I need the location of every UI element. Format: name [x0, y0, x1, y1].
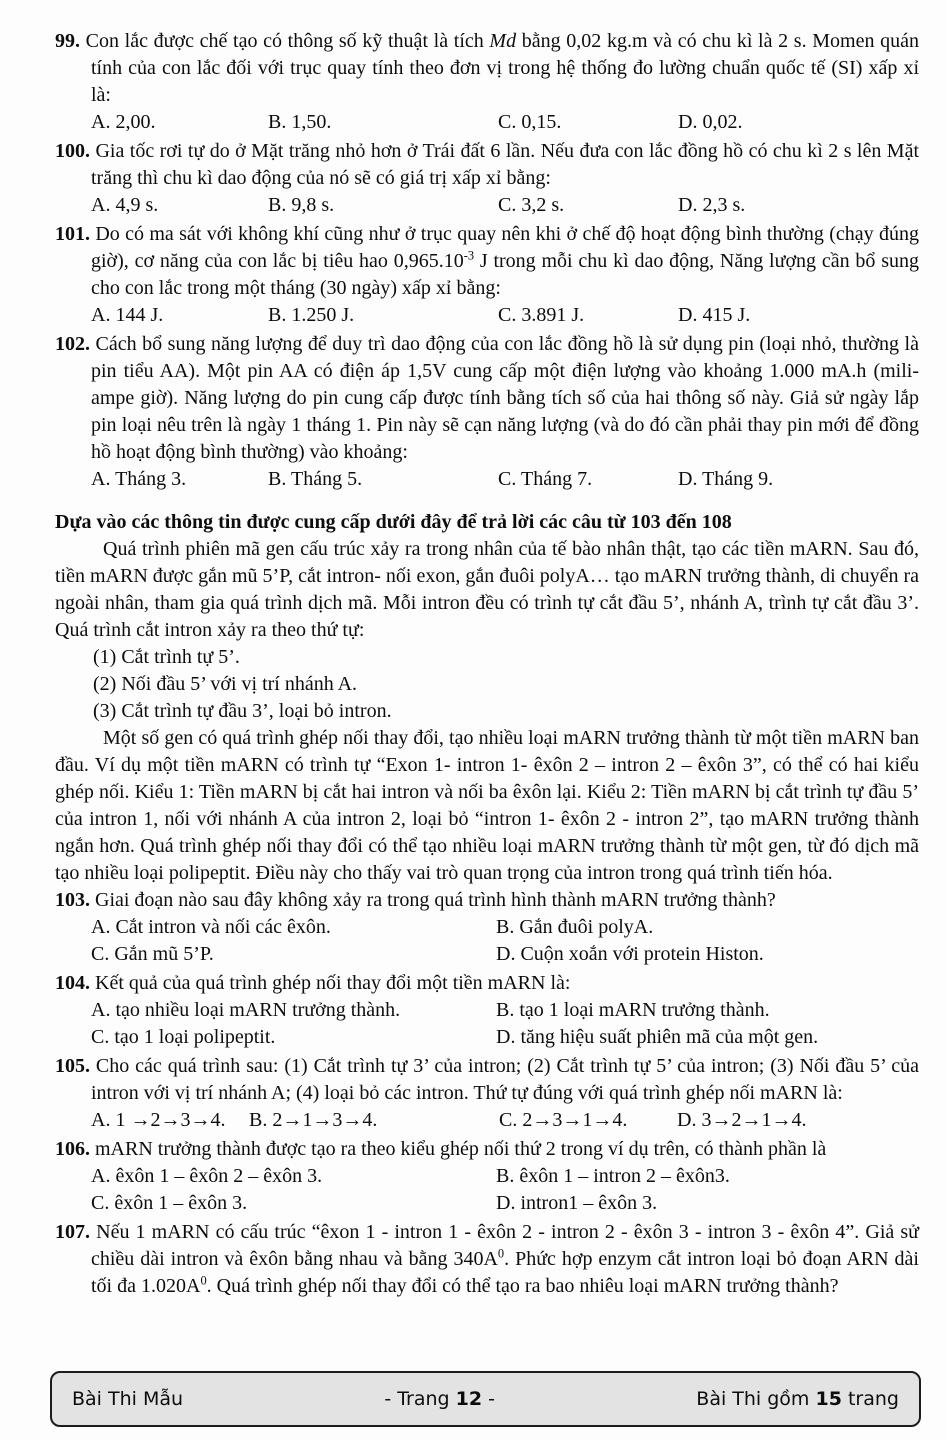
footer-page-number: - Trang 12 -	[384, 1387, 495, 1410]
option-d: D. intron1 – êxôn 3.	[496, 1192, 658, 1214]
question-text: mARN trưởng thành được tạo ra theo kiểu ghép nối thứ 2 trong ví dụ trên, có thành phần là	[95, 1138, 827, 1160]
option-b: B. êxôn 1 – intron 2 – êxôn3.	[496, 1165, 730, 1187]
option-b: B. 1.250 J.	[268, 304, 355, 326]
answer-options	[91, 302, 919, 329]
question-100	[55, 138, 919, 219]
question-text: . Phức hợp enzym cắt intron loại bỏ đoạn ARN dài tối đa 1.020A	[91, 1248, 919, 1297]
footer-total-page-count: 15	[815, 1387, 842, 1410]
option-b: B. tạo 1 loại mARN trưởng thành.	[496, 999, 770, 1021]
superscript-exponent: 0	[497, 1246, 505, 1261]
passage-list-item-3: (3) Cắt trình tự đầu 3’, loại bỏ intron.	[93, 700, 392, 722]
question-105	[55, 1053, 919, 1134]
question-101	[55, 221, 919, 329]
answer-options	[91, 1163, 919, 1217]
option-a: A. 2,00.	[91, 111, 156, 133]
question-number: 102.	[55, 333, 90, 355]
question-text: Giai đoạn nào sau đây không xảy ra trong quá trình hình thành mARN trưởng thành?	[95, 889, 776, 911]
option-c: C. 3,2 s.	[498, 194, 565, 216]
question-text: Con lắc được chế tạo có thông số kỹ thuật là tích	[85, 30, 490, 52]
option-a: A. 4,9 s.	[91, 194, 159, 216]
option-c: C. Tháng 7.	[498, 468, 593, 490]
option-b: B. Gắn đuôi polyA.	[496, 916, 654, 938]
question-104	[55, 970, 919, 1051]
passage-list-item-1: (1) Cắt trình tự 5’.	[93, 646, 240, 668]
question-107	[55, 1219, 919, 1300]
question-text: bằng 0,02 kg.m và có chu kì là 2 s. Momen quán tính của con lắc đối với trục quay tính theo đơn vị trong hệ thống đo lường chuẩn quốc tế (SI) xấp xỉ là:	[91, 30, 920, 106]
passage-list-item-2: (2) Nối đầu 5’ với vị trí nhánh A.	[93, 673, 358, 695]
reading-passage-paragraph-1: Quá trình phiên mã gen cấu trúc xảy ra trong nhân của tế bào nhân thật, tạo các tiền mARN. Sau đó, tiền mARN được gắn mũ 5’P, cắt intron- nối exon, gắn đuôi polyA… tạo mARN trưởng thành, di chuyển ra ngoài nhân, tham gia quá trình dịch mã. Mỗi intron đều có trình tự cắt đầu 5’, nhánh A, trình tự cắt đầu 3’. Quá trình cắt intron xảy ra theo thứ tự:	[55, 538, 919, 641]
option-d: D. 2,3 s.	[678, 194, 746, 216]
option-d: D. Cuộn xoắn với protein Histon.	[496, 943, 764, 965]
option-c: C. êxôn 1 – êxôn 3.	[91, 1192, 248, 1214]
option-b: B. 2→1→3→4.	[249, 1109, 378, 1131]
answer-options	[91, 192, 919, 219]
footer-exam-title: Bài Thi Mẫu	[72, 1387, 184, 1410]
question-106	[55, 1136, 919, 1217]
section-instructions-header: Dựa vào các thông tin được cung cấp dưới đây để trả lời các câu từ 103 đến 108	[55, 511, 732, 533]
question-text: Nếu 1 mARN có cấu trúc “êxon 1 - intron 1 - êxôn 2 - intron 2 - êxôn 3 - intron 3 - êxôn 4”. Giả sử chiều dài intron và êxôn bằng nhau và bằng 340A	[91, 1221, 920, 1270]
question-number: 103.	[55, 889, 90, 911]
question-99	[55, 28, 919, 136]
answer-options	[91, 997, 919, 1051]
question-number: 106.	[55, 1138, 90, 1160]
superscript-exponent: -3	[463, 248, 475, 263]
option-d: D. 3→2→1→4.	[677, 1109, 807, 1131]
page-footer	[50, 1371, 921, 1427]
option-d: D. 0,02.	[678, 111, 743, 133]
question-number: 105.	[55, 1055, 90, 1077]
answer-options	[91, 109, 919, 136]
option-a: A. 1 →2→3→4.	[91, 1109, 226, 1131]
option-c: C. 0,15.	[498, 111, 562, 133]
footer-current-page: 12	[455, 1387, 483, 1410]
question-text: Kết quả của quá trình ghép nối thay đổi một tiền mARN là:	[95, 972, 571, 994]
question-number: 100.	[55, 140, 90, 162]
option-a: A. Cắt intron và nối các êxôn.	[91, 916, 331, 938]
question-number: 99.	[55, 30, 80, 52]
question-text: Do có ma sát với không khí cũng như ở trục quay nên khi ở chế độ hoạt động bình thường (chạy đúng giờ), cơ năng của con lắc bị tiêu hao 0,965.10	[91, 223, 920, 272]
question-text: Cách bổ sung năng lượng để duy trì dao động của con lắc đồng hồ là sử dụng pin (loại nhỏ, thường là pin tiểu AA). Một pin AA có điện áp 1,5V cung cấp một điện lượng vào khoảng 1.000 mA.h (mili-ampe giờ). Năng lượng do pin cung cấp được tính bằng tích số của hai thông số này. Giả sử ngày lắp pin loại nêu trên là ngày 1 tháng 1. Pin này sẽ cạn năng lượng (và do đó cần phải thay pin mới để đồng hồ hoạt động bình thường) vào khoảng:	[91, 333, 919, 463]
option-c: C. 2→3→1→4.	[499, 1109, 628, 1131]
question-number: 107.	[55, 1221, 90, 1243]
question-text: . Quá trình ghép nối thay đổi có thể tạo ra bao nhiêu loại mARN trưởng thành?	[206, 1275, 839, 1297]
answer-options	[91, 1107, 919, 1134]
question-103	[55, 887, 919, 968]
reading-passage-paragraph-2: Một số gen có quá trình ghép nối thay đổi, tạo nhiều loại mARN trưởng thành từ một tiền mARN ban đầu. Ví dụ một tiền mARN có trình tự “Exon 1- intron 1- êxôn 2 – intron 2 – êxôn 3”, có thể có hai kiểu ghép nối. Kiểu 1: Tiền mARN bị cắt hai intron và nối ba êxôn lại. Kiểu 2: Tiền mARN bị cắt trình tự đầu 5’ của intron 1, nối với nhánh A của intron 2, loại bỏ “intron 1- êxôn 2 - intron 2”, tạo mARN trưởng thành ngắn hơn. Quá trình ghép nối thay đổi có thể tạo nhiều loại mARN trưởng thành từ một gen, từ đó dịch mã tạo nhiều loại polipeptit. Điều này cho thấy vai trò quan trọng của intron trong quá trình tiến hóa.	[55, 727, 919, 884]
question-number: 104.	[55, 972, 90, 994]
option-a: A. 144 J.	[91, 304, 164, 326]
footer-total-pages: Bài Thi gồm 15 trang	[696, 1387, 899, 1410]
answer-options	[91, 914, 919, 968]
option-d: D. tăng hiệu suất phiên mã của một gen.	[496, 1026, 819, 1048]
option-d: D. Tháng 9.	[678, 468, 774, 490]
option-c: C. 3.891 J.	[498, 304, 585, 326]
option-c: C. Gắn mũ 5’P.	[91, 943, 214, 965]
answer-options	[91, 466, 919, 493]
option-b: B. 1,50.	[268, 111, 332, 133]
question-text-italic-md: Md	[489, 30, 517, 52]
option-c: C. tạo 1 loại polipeptit.	[91, 1026, 276, 1048]
exam-page-content	[55, 28, 919, 1302]
option-b: B. Tháng 5.	[268, 468, 363, 490]
option-a: A. Tháng 3.	[91, 468, 187, 490]
question-number: 101.	[55, 223, 90, 245]
option-d: D. 415 J.	[678, 304, 751, 326]
question-text: J trong mỗi chu kì dao động, Năng lượng cần bổ sung cho con lắc trong một tháng (30 ngày) xấp xỉ bằng:	[91, 250, 919, 299]
superscript-exponent: 0	[200, 1273, 207, 1288]
option-a: A. êxôn 1 – êxôn 2 – êxôn 3.	[91, 1165, 323, 1187]
question-text: Gia tốc rơi tự do ở Mặt trăng nhỏ hơn ở Trái đất 6 lần. Nếu đưa con lắc đồng hồ có chu kì 2 s lên Mặt trăng thì chu kì dao động của nó sẽ có giá trị xấp xỉ bằng:	[91, 140, 920, 189]
option-a: A. tạo nhiều loại mARN trưởng thành.	[91, 999, 401, 1021]
option-b: B. 9,8 s.	[268, 194, 335, 216]
question-text: Cho các quá trình sau: (1) Cắt trình tự 3’ của intron; (2) Cắt trình tự 5’ của intron; (3) Nối đầu 5’ của intron với vị trí nhánh A; (4) loại bỏ các intron. Thứ tự đúng với quá trình ghép nối mARN là:	[91, 1055, 920, 1104]
question-102	[55, 331, 919, 493]
